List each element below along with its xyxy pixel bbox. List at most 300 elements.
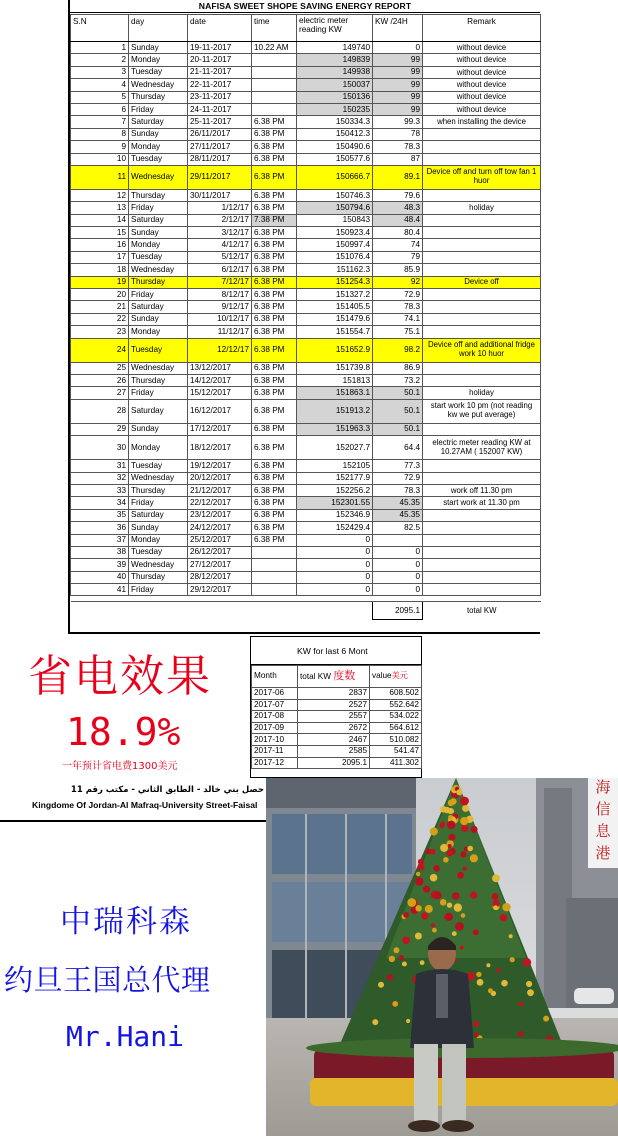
monthly-row — [252, 688, 422, 700]
cell-meter-reading: 150666.7 — [297, 165, 373, 189]
cell-kw-per-24h: 50.1 — [373, 423, 423, 435]
cell-kw-per-24h: 99.3 — [373, 116, 423, 128]
cell-kw-per-24h: 99 — [373, 79, 423, 91]
cell-kw-per-24h: 64.4 — [373, 436, 423, 460]
cell-day: Friday — [129, 497, 188, 509]
monthly-row — [252, 745, 422, 757]
table-row — [71, 202, 541, 214]
header-time: time — [252, 15, 297, 42]
monthly-summary-caption: KW for last 6 Mont — [251, 637, 421, 665]
cell-time: 6.38 PM — [252, 374, 297, 386]
cell-meter-reading: 150577.6 — [297, 153, 373, 165]
cell-date: 29/11/2017 — [188, 165, 252, 189]
cell-kw-per-24h: 74.1 — [373, 313, 423, 325]
cell-kw-per-24h: 0 — [373, 559, 423, 571]
cell-sn: 28 — [71, 399, 129, 423]
cell-meter-reading: 151739.8 — [297, 362, 373, 374]
ornament-ball — [415, 933, 422, 940]
table-row — [71, 362, 541, 374]
cell-remark: without device — [423, 79, 541, 91]
ornament-ball — [446, 914, 453, 921]
ornament-ball — [430, 827, 438, 835]
table-row — [71, 165, 541, 189]
cell-kw-per-24h: 80.4 — [373, 227, 423, 239]
cell-kw-per-24h: 99 — [373, 66, 423, 78]
monthly-cell-value: 534.022 — [370, 711, 422, 723]
cell-time: 6.38 PM — [252, 497, 297, 509]
cell-day: Thursday — [129, 91, 188, 103]
ornament-ball — [473, 929, 479, 935]
cell-day: Saturday — [129, 399, 188, 423]
cell-day: Wednesday — [129, 79, 188, 91]
cell-remark: Device off and additional fridge work 10 huor — [423, 338, 541, 362]
cell-remark — [423, 301, 541, 313]
cell-remark — [423, 559, 541, 571]
cell-date: 19-11-2017 — [188, 42, 252, 54]
cell-sn: 9 — [71, 141, 129, 153]
cell-day: Thursday — [129, 374, 188, 386]
cell-time: 6.38 PM — [252, 202, 297, 214]
cell-time — [252, 79, 297, 91]
cell-date: 10/12/17 — [188, 313, 252, 325]
cell-remark: Device off and turn off tow fan 1 huor — [423, 165, 541, 189]
ornament-ball — [416, 872, 420, 876]
ornament-ball — [425, 905, 433, 913]
cell-time — [252, 571, 297, 583]
cell-kw-per-24h: 77.3 — [373, 460, 423, 472]
agent-person-name: Mr.Hani — [66, 1020, 185, 1053]
header-sn: S.N — [71, 15, 129, 42]
cell-remark: Device off — [423, 276, 541, 288]
monthly-row — [252, 699, 422, 711]
ornament-ball — [467, 846, 473, 852]
ornament-ball — [447, 850, 454, 857]
cell-kw-per-24h: 78.3 — [373, 301, 423, 313]
ornament-ball — [431, 923, 435, 927]
cell-time: 6.38 PM — [252, 509, 297, 521]
cell-time: 6.38 PM — [252, 227, 297, 239]
cell-remark — [423, 289, 541, 301]
cell-day: Thursday — [129, 484, 188, 496]
cell-date: 21/12/2017 — [188, 484, 252, 496]
ornament-ball — [460, 817, 468, 825]
cell-time: 6.38 PM — [252, 387, 297, 399]
cell-time — [252, 91, 297, 103]
cell-meter-reading: 151076.4 — [297, 251, 373, 263]
cell-sn: 13 — [71, 202, 129, 214]
table-row — [71, 326, 541, 338]
cell-kw-per-24h: 89.1 — [373, 165, 423, 189]
cell-time — [252, 66, 297, 78]
cell-kw-per-24h: 99 — [373, 103, 423, 115]
table-row — [71, 584, 541, 596]
ornament-ball — [439, 823, 445, 829]
annual-saving-note: 一年预计省电费1300美元 — [62, 761, 178, 772]
cell-remark — [423, 227, 541, 239]
cell-sn: 27 — [71, 387, 129, 399]
ornament-ball — [509, 934, 513, 938]
cell-date: 25/12/2017 — [188, 534, 252, 546]
ornament-ball — [403, 912, 409, 918]
table-row — [71, 153, 541, 165]
ornament-ball — [447, 903, 452, 908]
ornament-ball — [449, 834, 456, 841]
cell-remark — [423, 264, 541, 276]
monthly-cell-value: 552.642 — [370, 699, 422, 711]
cell-sn: 11 — [71, 165, 129, 189]
cell-sn: 29 — [71, 423, 129, 435]
ornament-ball — [460, 797, 469, 806]
building-sign-text-1: 海 — [595, 778, 611, 796]
building-sign-text-4: 港 — [595, 844, 611, 862]
cell-meter-reading: 150794.6 — [297, 202, 373, 214]
cell-date: 16/12/2017 — [188, 399, 252, 423]
ornament-ball — [502, 903, 510, 911]
cell-sn: 31 — [71, 460, 129, 472]
cell-meter-reading: 150412.3 — [297, 128, 373, 140]
monthly-cell-month: 2017-10 — [252, 734, 298, 746]
ornament-ball — [461, 913, 466, 918]
cell-date: 3/12/17 — [188, 227, 252, 239]
ornament-ball — [464, 806, 469, 811]
table-row — [71, 214, 541, 226]
cell-time: 6.38 PM — [252, 301, 297, 313]
cell-time: 10.22 AM — [252, 42, 297, 54]
ornament-ball — [510, 957, 515, 962]
ornament-ball — [440, 899, 447, 906]
cell-time: 7.38 PM — [252, 214, 297, 226]
cell-remark: start work 10 pm (not reading kw we put average) — [423, 399, 541, 423]
cell-meter-reading: 152256.2 — [297, 484, 373, 496]
cell-time: 6.38 PM — [252, 472, 297, 484]
cell-day: Friday — [129, 584, 188, 596]
agent-company-name: 中瑞科森 — [60, 904, 192, 940]
cell-remark — [423, 239, 541, 251]
cell-sn: 14 — [71, 214, 129, 226]
cell-sn: 24 — [71, 338, 129, 362]
cell-date: 6/12/17 — [188, 264, 252, 276]
table-row — [71, 338, 541, 362]
cell-meter-reading: 152301.55 — [297, 497, 373, 509]
monthly-cell-kw: 2095.1 — [298, 757, 370, 769]
cell-remark: without device — [423, 54, 541, 66]
ornament-ball — [387, 974, 393, 980]
ornament-ball — [448, 844, 452, 848]
cell-time: 6.38 PM — [252, 289, 297, 301]
cell-date: 2/12/17 — [188, 214, 252, 226]
agent-role: 约旦王国总代理 — [4, 963, 211, 997]
table-row — [71, 54, 541, 66]
cell-sn: 17 — [71, 251, 129, 263]
cell-sn: 32 — [71, 472, 129, 484]
ornament-ball — [457, 872, 464, 879]
cell-meter-reading: 152346.9 — [297, 509, 373, 521]
monthly-header-kw — [298, 666, 370, 688]
table-row — [71, 79, 541, 91]
cell-date: 12/12/17 — [188, 338, 252, 362]
ornament-ball — [372, 1019, 378, 1025]
cell-kw-per-24h: 50.1 — [373, 399, 423, 423]
cell-date: 4/12/17 — [188, 239, 252, 251]
cell-sn: 34 — [71, 497, 129, 509]
cell-time: 6.38 PM — [252, 484, 297, 496]
table-row — [71, 387, 541, 399]
ornament-ball — [455, 922, 464, 931]
ornament-ball — [430, 849, 436, 855]
ornament-ball — [501, 980, 508, 987]
table-row — [71, 289, 541, 301]
ornament-ball — [452, 892, 460, 900]
cell-meter-reading: 149740 — [297, 42, 373, 54]
cell-kw-per-24h: 45.35 — [373, 497, 423, 509]
table-row — [71, 239, 541, 251]
ornament-ball — [447, 821, 456, 830]
table-row — [71, 251, 541, 263]
monthly-header-value — [370, 666, 422, 688]
cell-sn: 40 — [71, 571, 129, 583]
ornament-ball — [407, 898, 416, 907]
monthly-cell-month: 2017-07 — [252, 699, 298, 711]
cell-day: Wednesday — [129, 264, 188, 276]
ornament-ball — [440, 844, 448, 852]
monthly-cell-kw: 2672 — [298, 722, 370, 734]
cell-kw-per-24h: 78.3 — [373, 141, 423, 153]
total-kw-value: 2095.1 — [373, 602, 423, 620]
cell-day: Monday — [129, 141, 188, 153]
cell-sn: 26 — [71, 374, 129, 386]
cell-meter-reading: 152429.4 — [297, 522, 373, 534]
cell-kw-per-24h: 72.9 — [373, 289, 423, 301]
cell-sn: 37 — [71, 534, 129, 546]
cell-meter-reading: 0 — [297, 559, 373, 571]
cell-time: 6.38 PM — [252, 522, 297, 534]
cell-day: Sunday — [129, 42, 188, 54]
cell-kw-per-24h: 78.3 — [373, 484, 423, 496]
parked-car — [574, 988, 614, 1004]
header-date: date — [188, 15, 252, 42]
cell-date: 22/12/2017 — [188, 497, 252, 509]
cell-date: 19/12/2017 — [188, 460, 252, 472]
cell-day: Tuesday — [129, 338, 188, 362]
cell-date: 27/12/2017 — [188, 559, 252, 571]
cell-time: 6.38 PM — [252, 165, 297, 189]
cell-kw-per-24h: 78 — [373, 128, 423, 140]
letterhead-address-english: Kingdome Of Jordan-Al Mafraq-University Street-Faisal — [32, 800, 258, 810]
cell-meter-reading: 151963.3 — [297, 423, 373, 435]
cell-kw-per-24h: 98.2 — [373, 338, 423, 362]
ornament-ball — [378, 982, 384, 988]
cell-day: Sunday — [129, 227, 188, 239]
cell-remark — [423, 326, 541, 338]
table-row — [71, 189, 541, 201]
ornament-ball — [543, 1016, 549, 1022]
cell-sn: 4 — [71, 79, 129, 91]
cell-day: Saturday — [129, 116, 188, 128]
cell-remark — [423, 362, 541, 374]
cell-day: Monday — [129, 534, 188, 546]
cell-kw-per-24h: 0 — [373, 571, 423, 583]
cell-day: Monday — [129, 436, 188, 460]
monthly-header-kw-cn: 度数 — [333, 670, 356, 682]
energy-report-table — [70, 14, 541, 620]
cell-sn: 10 — [71, 153, 129, 165]
cell-day: Sunday — [129, 313, 188, 325]
cell-meter-reading: 151254.3 — [297, 276, 373, 288]
ornament-ball — [415, 877, 423, 885]
cell-date: 1/12/17 — [188, 202, 252, 214]
monthly-cell-value: 411.302 — [370, 757, 422, 769]
table-row — [71, 472, 541, 484]
table-row — [71, 571, 541, 583]
ornament-ball — [526, 981, 532, 987]
ornament-ball — [486, 963, 490, 967]
cell-day: Wednesday — [129, 165, 188, 189]
cell-sn: 41 — [71, 584, 129, 596]
monthly-rows — [252, 688, 422, 769]
ornament-ball — [389, 956, 395, 962]
monthly-cell-kw: 2837 — [298, 688, 370, 700]
cell-day: Friday — [129, 387, 188, 399]
cell-time: 6.38 PM — [252, 128, 297, 140]
cell-remark: without device — [423, 103, 541, 115]
monthly-cell-value: 541.47 — [370, 745, 422, 757]
cell-date: 28/12/2017 — [188, 571, 252, 583]
cell-date: 15/12/2017 — [188, 387, 252, 399]
ornament-ball — [488, 988, 493, 993]
monthly-header-value-cn: 美元 — [391, 671, 408, 681]
ornament-ball — [430, 874, 438, 882]
cell-date: 14/12/2017 — [188, 374, 252, 386]
cell-meter-reading: 150235 — [297, 103, 373, 115]
table-row — [71, 497, 541, 509]
cell-remark: without device — [423, 66, 541, 78]
table-row — [71, 227, 541, 239]
cell-date: 25-11-2017 — [188, 116, 252, 128]
ornament-ball — [477, 979, 484, 986]
cell-time: 6.38 PM — [252, 362, 297, 374]
cell-time: 6.38 PM — [252, 153, 297, 165]
table-row — [71, 460, 541, 472]
cell-meter-reading: 150037 — [297, 79, 373, 91]
cell-time: 6.38 PM — [252, 189, 297, 201]
cell-kw-per-24h — [373, 534, 423, 546]
cell-remark — [423, 534, 541, 546]
table-row — [71, 66, 541, 78]
christmas-tree-photo — [266, 778, 618, 1136]
table-row — [71, 42, 541, 54]
cell-remark — [423, 546, 541, 558]
ornament-ball — [474, 1032, 479, 1037]
ornament-ball — [492, 893, 499, 900]
cell-meter-reading: 151405.5 — [297, 301, 373, 313]
cell-kw-per-24h: 99 — [373, 54, 423, 66]
monthly-cell-value: 564.612 — [370, 722, 422, 734]
cell-remark — [423, 472, 541, 484]
cell-time: 6.38 PM — [252, 436, 297, 460]
cell-meter-reading: 151554.7 — [297, 326, 373, 338]
cell-meter-reading: 150843 — [297, 214, 373, 226]
saving-effect-title: 省电效果 — [28, 651, 212, 702]
cell-time: 6.38 PM — [252, 338, 297, 362]
report-title: NAFISA SWEET SHOPE SAVING ENERGY REPORT — [70, 0, 540, 13]
cell-kw-per-24h: 74 — [373, 239, 423, 251]
cell-kw-per-24h: 87 — [373, 153, 423, 165]
cell-meter-reading: 149839 — [297, 54, 373, 66]
cell-kw-per-24h: 79 — [373, 251, 423, 263]
cell-remark — [423, 522, 541, 534]
cell-remark: start work at 11.30 pm — [423, 497, 541, 509]
cell-remark — [423, 571, 541, 583]
cell-kw-per-24h: 85.9 — [373, 264, 423, 276]
cell-remark — [423, 214, 541, 226]
cell-time: 6.38 PM — [252, 251, 297, 263]
cell-remark — [423, 509, 541, 521]
cell-day: Tuesday — [129, 546, 188, 558]
cell-date: 22-11-2017 — [188, 79, 252, 91]
cell-meter-reading: 151813 — [297, 374, 373, 386]
ornament-ball — [476, 972, 481, 977]
cell-remark — [423, 423, 541, 435]
cell-sn: 6 — [71, 103, 129, 115]
cell-meter-reading: 151327.2 — [297, 289, 373, 301]
cell-day: Saturday — [129, 301, 188, 313]
monthly-cell-month: 2017-08 — [252, 711, 298, 723]
cell-date: 24-11-2017 — [188, 103, 252, 115]
cell-time: 6.38 PM — [252, 239, 297, 251]
ornament-ball — [450, 809, 454, 813]
cell-time: 6.38 PM — [252, 399, 297, 423]
cell-meter-reading: 150136 — [297, 91, 373, 103]
monthly-cell-kw: 2467 — [298, 734, 370, 746]
cell-day: Tuesday — [129, 251, 188, 263]
cell-sn: 23 — [71, 326, 129, 338]
cell-meter-reading: 151913.2 — [297, 399, 373, 423]
table-row — [71, 116, 541, 128]
cell-remark: without device — [423, 91, 541, 103]
cell-day: Friday — [129, 289, 188, 301]
cell-day: Friday — [129, 202, 188, 214]
ornament-ball — [420, 960, 425, 965]
man-trousers-left — [414, 1044, 438, 1124]
monthly-cell-value: 510.082 — [370, 734, 422, 746]
cell-date: 28/11/2017 — [188, 153, 252, 165]
ornament-ball — [433, 865, 440, 872]
cell-sn: 30 — [71, 436, 129, 460]
energy-report-sheet — [68, 0, 540, 634]
cell-kw-per-24h: 73.2 — [373, 374, 423, 386]
ornament-ball — [523, 958, 531, 966]
cell-remark: work off 11.30 pm — [423, 484, 541, 496]
ornament-ball — [423, 886, 430, 893]
cell-sn: 33 — [71, 484, 129, 496]
ornament-ball — [406, 1019, 410, 1023]
ornament-ball — [463, 866, 467, 870]
cell-day: Saturday — [129, 509, 188, 521]
cell-kw-per-24h: 75.1 — [373, 326, 423, 338]
cell-sn: 5 — [71, 91, 129, 103]
header-remark: Remark — [423, 15, 541, 42]
cell-date: 23/12/2017 — [188, 509, 252, 521]
monthly-cell-month: 2017-12 — [252, 757, 298, 769]
ornament-ball — [470, 854, 478, 862]
table-row — [71, 509, 541, 521]
saving-percentage: 18.9% — [66, 710, 181, 754]
cell-meter-reading: 0 — [297, 546, 373, 558]
cell-sn: 20 — [71, 289, 129, 301]
cell-remark: when installing the device — [423, 116, 541, 128]
cell-day: Thursday — [129, 276, 188, 288]
table-row — [71, 301, 541, 313]
